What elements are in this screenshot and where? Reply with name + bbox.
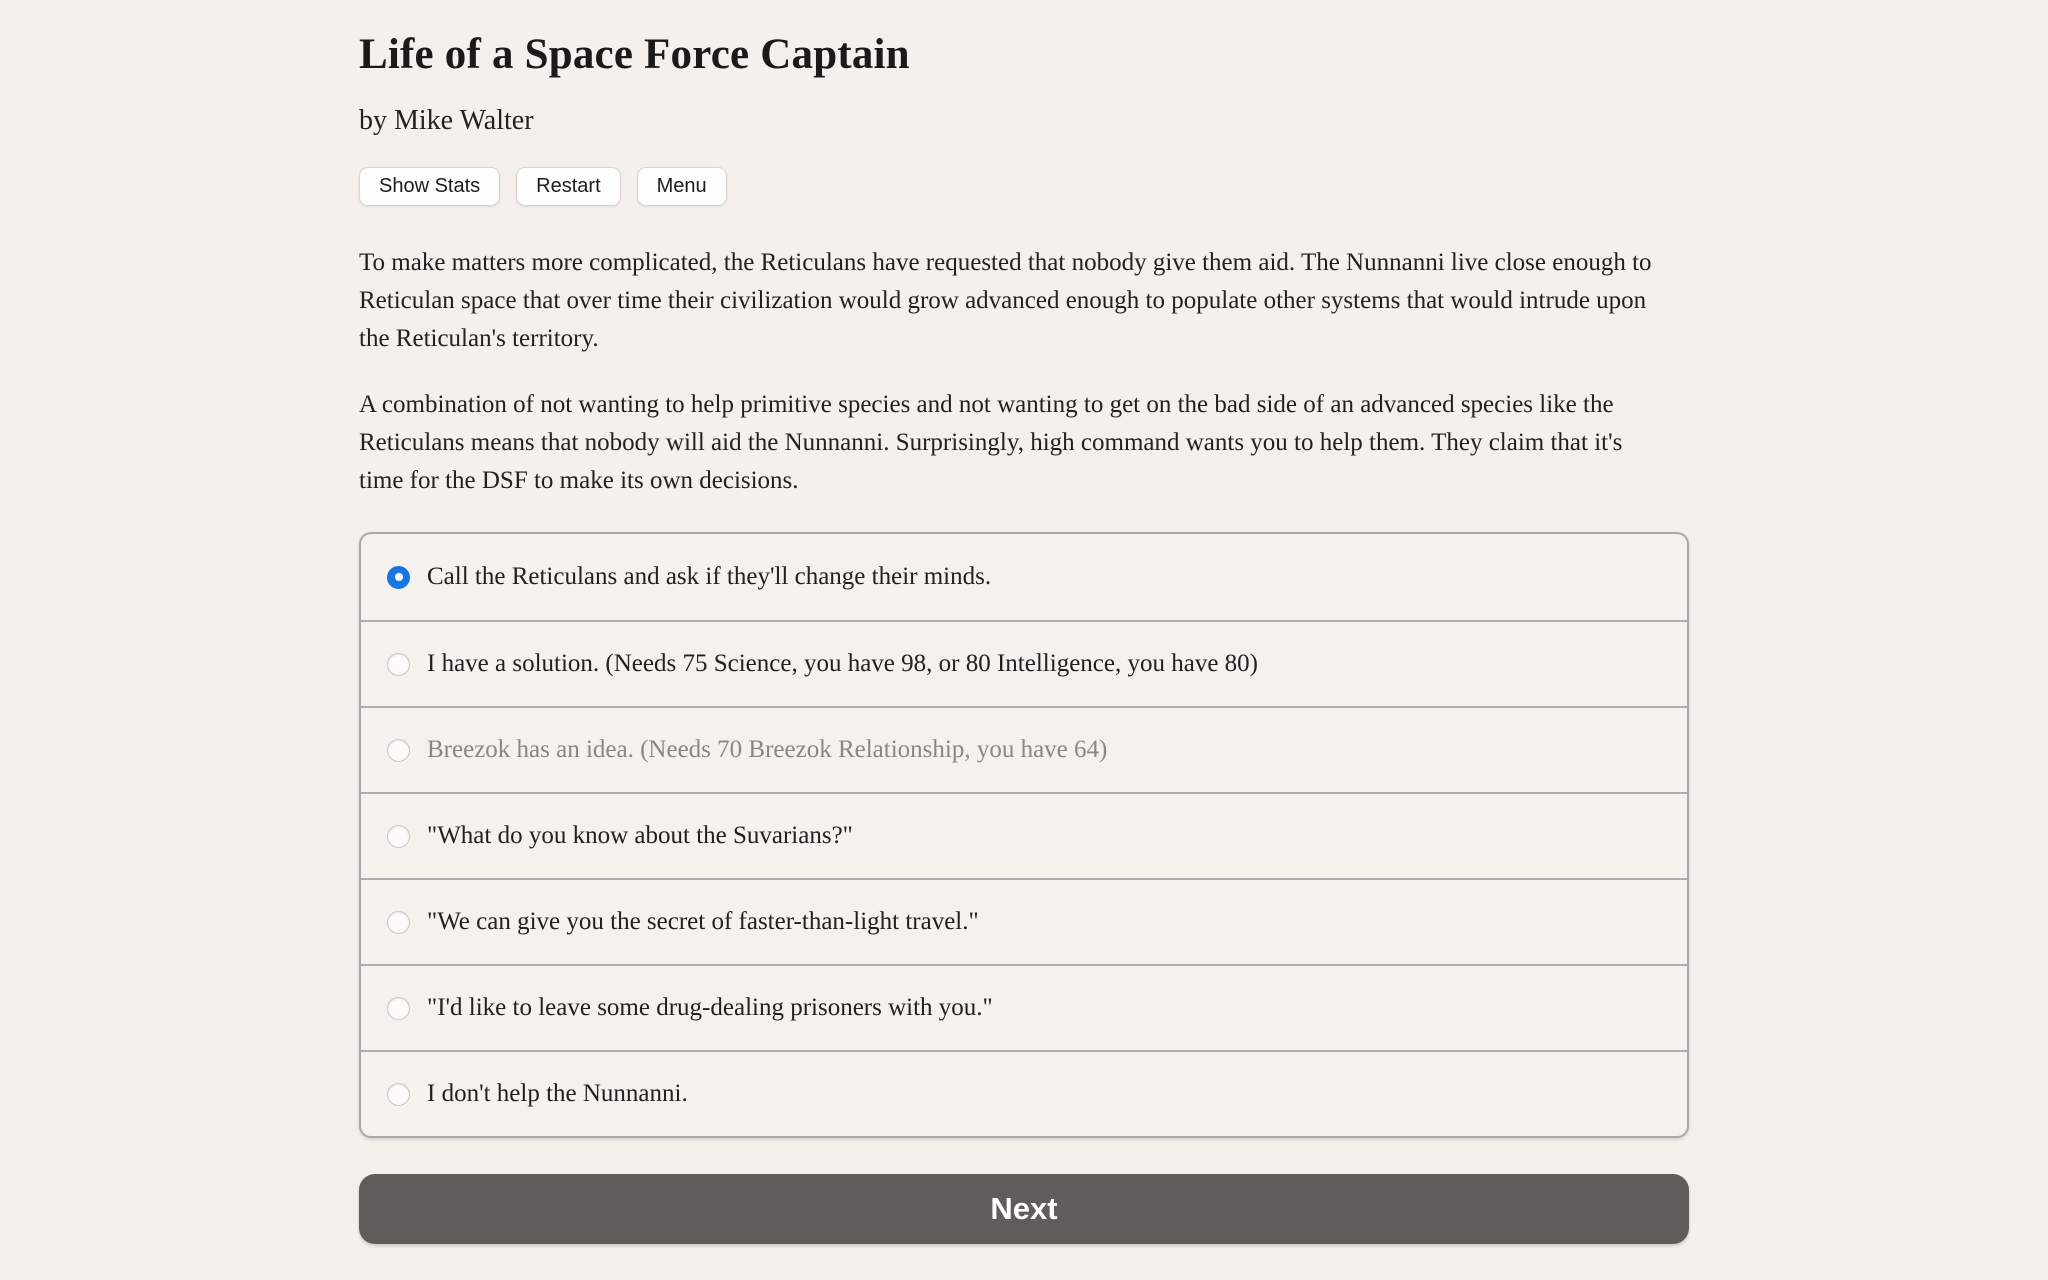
restart-button[interactable]: Restart xyxy=(516,167,620,206)
story-text xyxy=(359,244,1689,500)
choice-option-label: Breezok has an idea. (Needs 70 Breezok Relationship, you have 64) xyxy=(427,736,1108,763)
radio-button-icon[interactable] xyxy=(387,1083,410,1106)
choice-option-label: "What do you know about the Suvarians?" xyxy=(427,822,853,849)
author-byline: by Mike Walter xyxy=(359,105,534,136)
choice-option[interactable] xyxy=(361,964,1687,1050)
story-paragraph: To make matters more complicated, the Reticulans have requested that nobody give them aid. The Nunnanni live close enough to Reticulan space that over time their civilization would grow advanced enough to populate other systems that would intrude upon the Reticulan's territory. xyxy=(359,249,1652,352)
choice-option[interactable] xyxy=(361,534,1687,620)
radio-button-icon[interactable] xyxy=(387,825,410,848)
radio-button-icon[interactable] xyxy=(387,566,410,589)
radio-button-icon xyxy=(387,739,410,762)
show-stats-button[interactable]: Show Stats xyxy=(359,167,500,206)
radio-button-icon[interactable] xyxy=(387,653,410,676)
choice-option[interactable] xyxy=(361,1050,1687,1136)
toolbar xyxy=(359,167,1689,206)
choice-option xyxy=(361,706,1687,792)
choice-option[interactable] xyxy=(361,792,1687,878)
menu-button[interactable]: Menu xyxy=(637,167,727,206)
choice-option-label: "We can give you the secret of faster-than-light travel." xyxy=(427,908,979,935)
choice-list xyxy=(359,532,1689,1138)
main-content xyxy=(359,0,1689,1244)
choice-option[interactable] xyxy=(361,620,1687,706)
page-title: Life of a Space Force Captain xyxy=(359,31,910,78)
choice-option-label: I don't help the Nunnanni. xyxy=(427,1080,688,1107)
choice-option[interactable] xyxy=(361,878,1687,964)
choice-option-label: Call the Reticulans and ask if they'll change their minds. xyxy=(427,563,992,590)
story-paragraph: A combination of not wanting to help primitive species and not wanting to get on the bad side of an advanced species like the Reticulans means that nobody will aid the Nunnanni. Surprisingly, high command wants you to help them. They claim that it's time for the DSF to make its own decisions. xyxy=(359,391,1623,494)
choice-option-label: I have a solution. (Needs 75 Science, you have 98, or 80 Intelligence, you have 80) xyxy=(427,650,1258,677)
radio-button-icon[interactable] xyxy=(387,997,410,1020)
choice-option-label: "I'd like to leave some drug-dealing prisoners with you." xyxy=(427,994,993,1021)
next-button[interactable]: Next xyxy=(359,1174,1689,1244)
radio-button-icon[interactable] xyxy=(387,911,410,934)
